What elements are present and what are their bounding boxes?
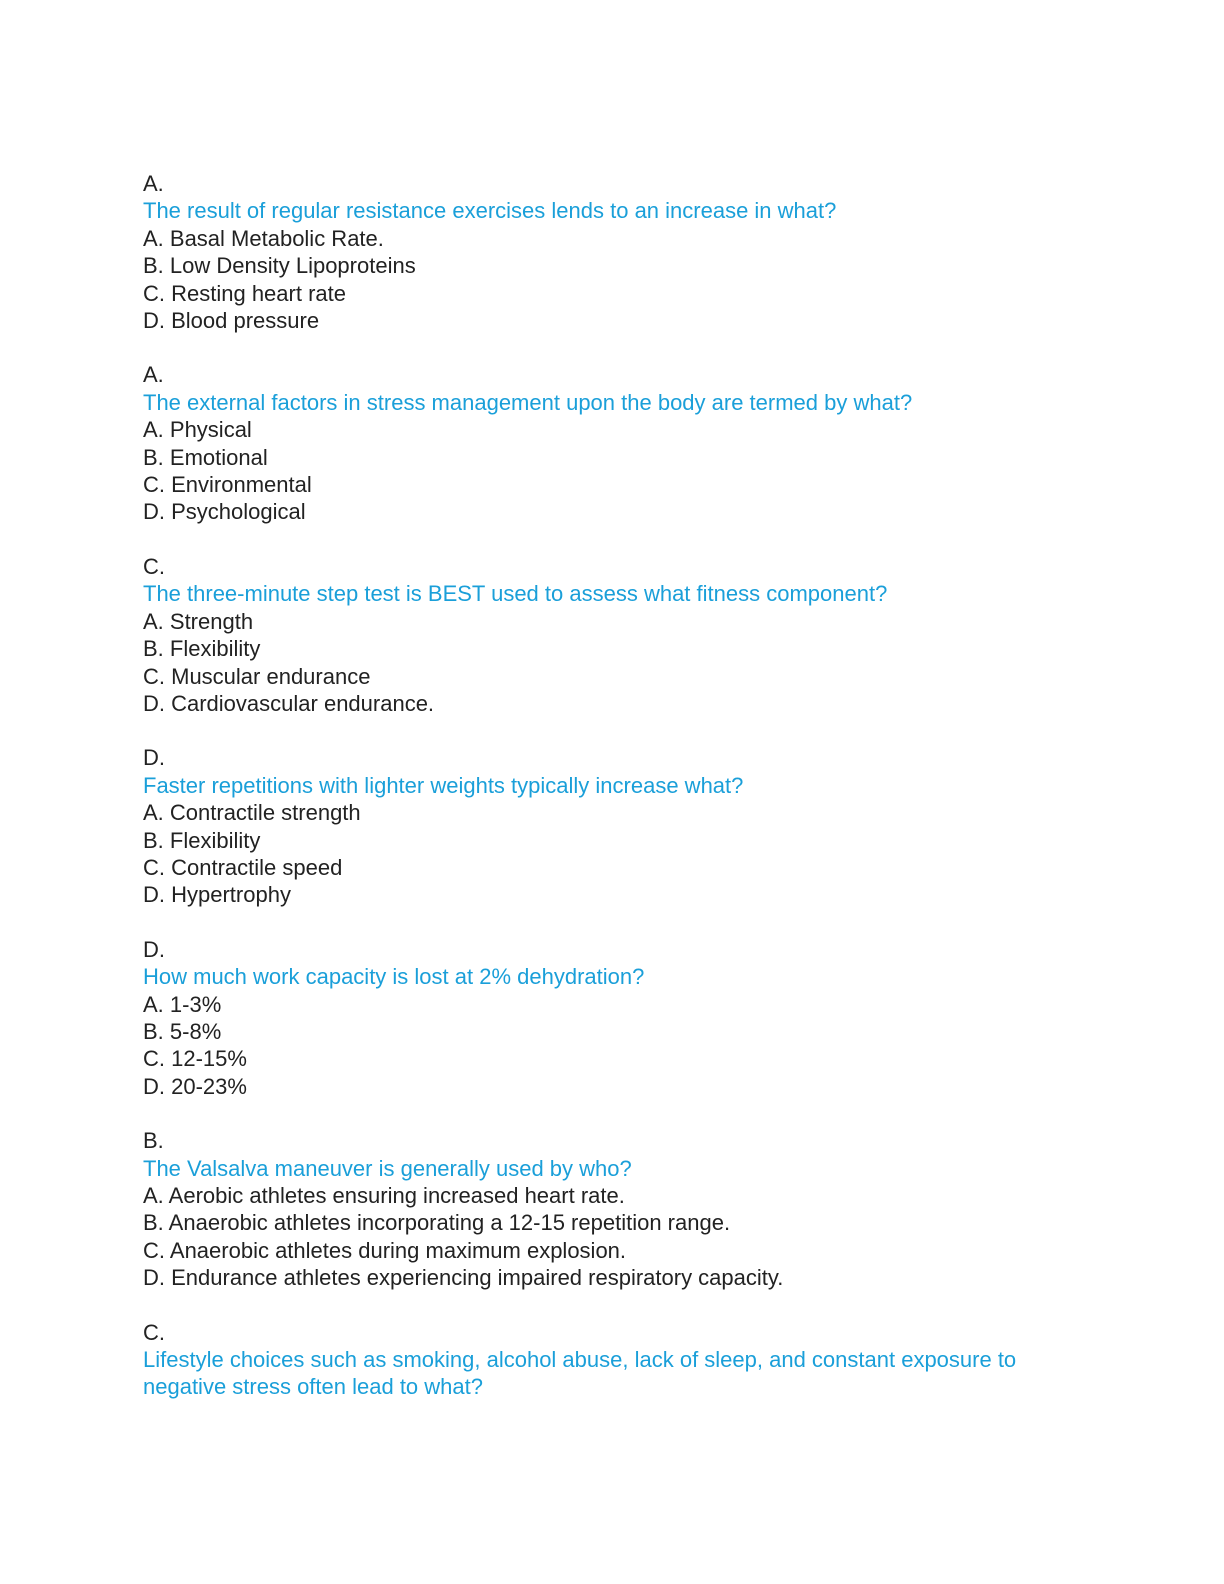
question-text: How much work capacity is lost at 2% dehydration? xyxy=(143,964,645,990)
option-a: A. Strength xyxy=(143,608,254,634)
option-b: B. 5-8% xyxy=(143,1018,222,1044)
answer-key: D. xyxy=(143,936,165,962)
option-b: B. Flexibility xyxy=(143,827,261,853)
option-b: B. Emotional xyxy=(143,444,268,470)
option-d: D. Endurance athletes experiencing impaired respiratory capacity. xyxy=(143,1265,784,1291)
option-d: D. Hypertrophy xyxy=(143,882,291,908)
question-text: Lifestyle choices such as smoking, alcohol abuse, lack of sleep, and constant exposure to negative stress often lead to what? xyxy=(143,1347,1017,1400)
answer-key: C. xyxy=(143,1319,165,1345)
option-c: C. 12-15% xyxy=(143,1046,247,1072)
option-a: A. Physical xyxy=(143,417,252,443)
option-a: A. 1-3% xyxy=(143,991,222,1017)
option-a: A. Aerobic athletes ensuring increased heart rate. xyxy=(143,1183,625,1208)
option-c: C. Environmental xyxy=(143,472,312,498)
quiz-item xyxy=(143,1319,1083,1401)
option-b: B. Flexibility xyxy=(143,636,261,662)
option-b: B. Anaerobic athletes incorporating a 12-15 repetition range. xyxy=(143,1210,731,1236)
quiz-item xyxy=(143,936,1083,1100)
quiz-item xyxy=(143,1127,1083,1291)
answer-key: A. xyxy=(143,171,164,196)
option-d: D. 20-23% xyxy=(143,1073,247,1099)
question-text: The three-minute step test is BEST used to assess what fitness component? xyxy=(143,581,888,607)
option-c: C. Muscular endurance xyxy=(143,663,371,689)
quiz-item xyxy=(143,361,1083,525)
question-text: The Valsalva maneuver is generally used by who? xyxy=(143,1155,632,1181)
question-text: The result of regular resistance exercises lends to an increase in what? xyxy=(143,198,837,224)
quiz-item xyxy=(143,553,1083,717)
quiz-item xyxy=(143,170,1083,334)
quiz-item xyxy=(143,744,1083,908)
answer-key: B. xyxy=(143,1128,164,1154)
option-d: D. Blood pressure xyxy=(143,308,320,334)
option-c: C. Resting heart rate xyxy=(143,280,346,306)
document-page xyxy=(143,170,1083,1428)
option-a: A. Contractile strength xyxy=(143,800,361,826)
option-b: B. Low Density Lipoproteins xyxy=(143,253,416,279)
option-c: C. Anaerobic athletes during maximum explosion. xyxy=(143,1237,627,1263)
answer-key: A. xyxy=(143,362,164,388)
question-text: The external factors in stress management upon the body are termed by what? xyxy=(143,389,913,415)
option-c: C. Contractile speed xyxy=(143,854,343,880)
option-a: A. Basal Metabolic Rate. xyxy=(143,225,384,251)
answer-key: D. xyxy=(143,745,165,771)
answer-key: C. xyxy=(143,553,165,579)
option-d: D. Cardiovascular endurance. xyxy=(143,690,435,716)
question-text: Faster repetitions with lighter weights typically increase what? xyxy=(143,772,744,798)
option-d: D. Psychological xyxy=(143,499,306,525)
